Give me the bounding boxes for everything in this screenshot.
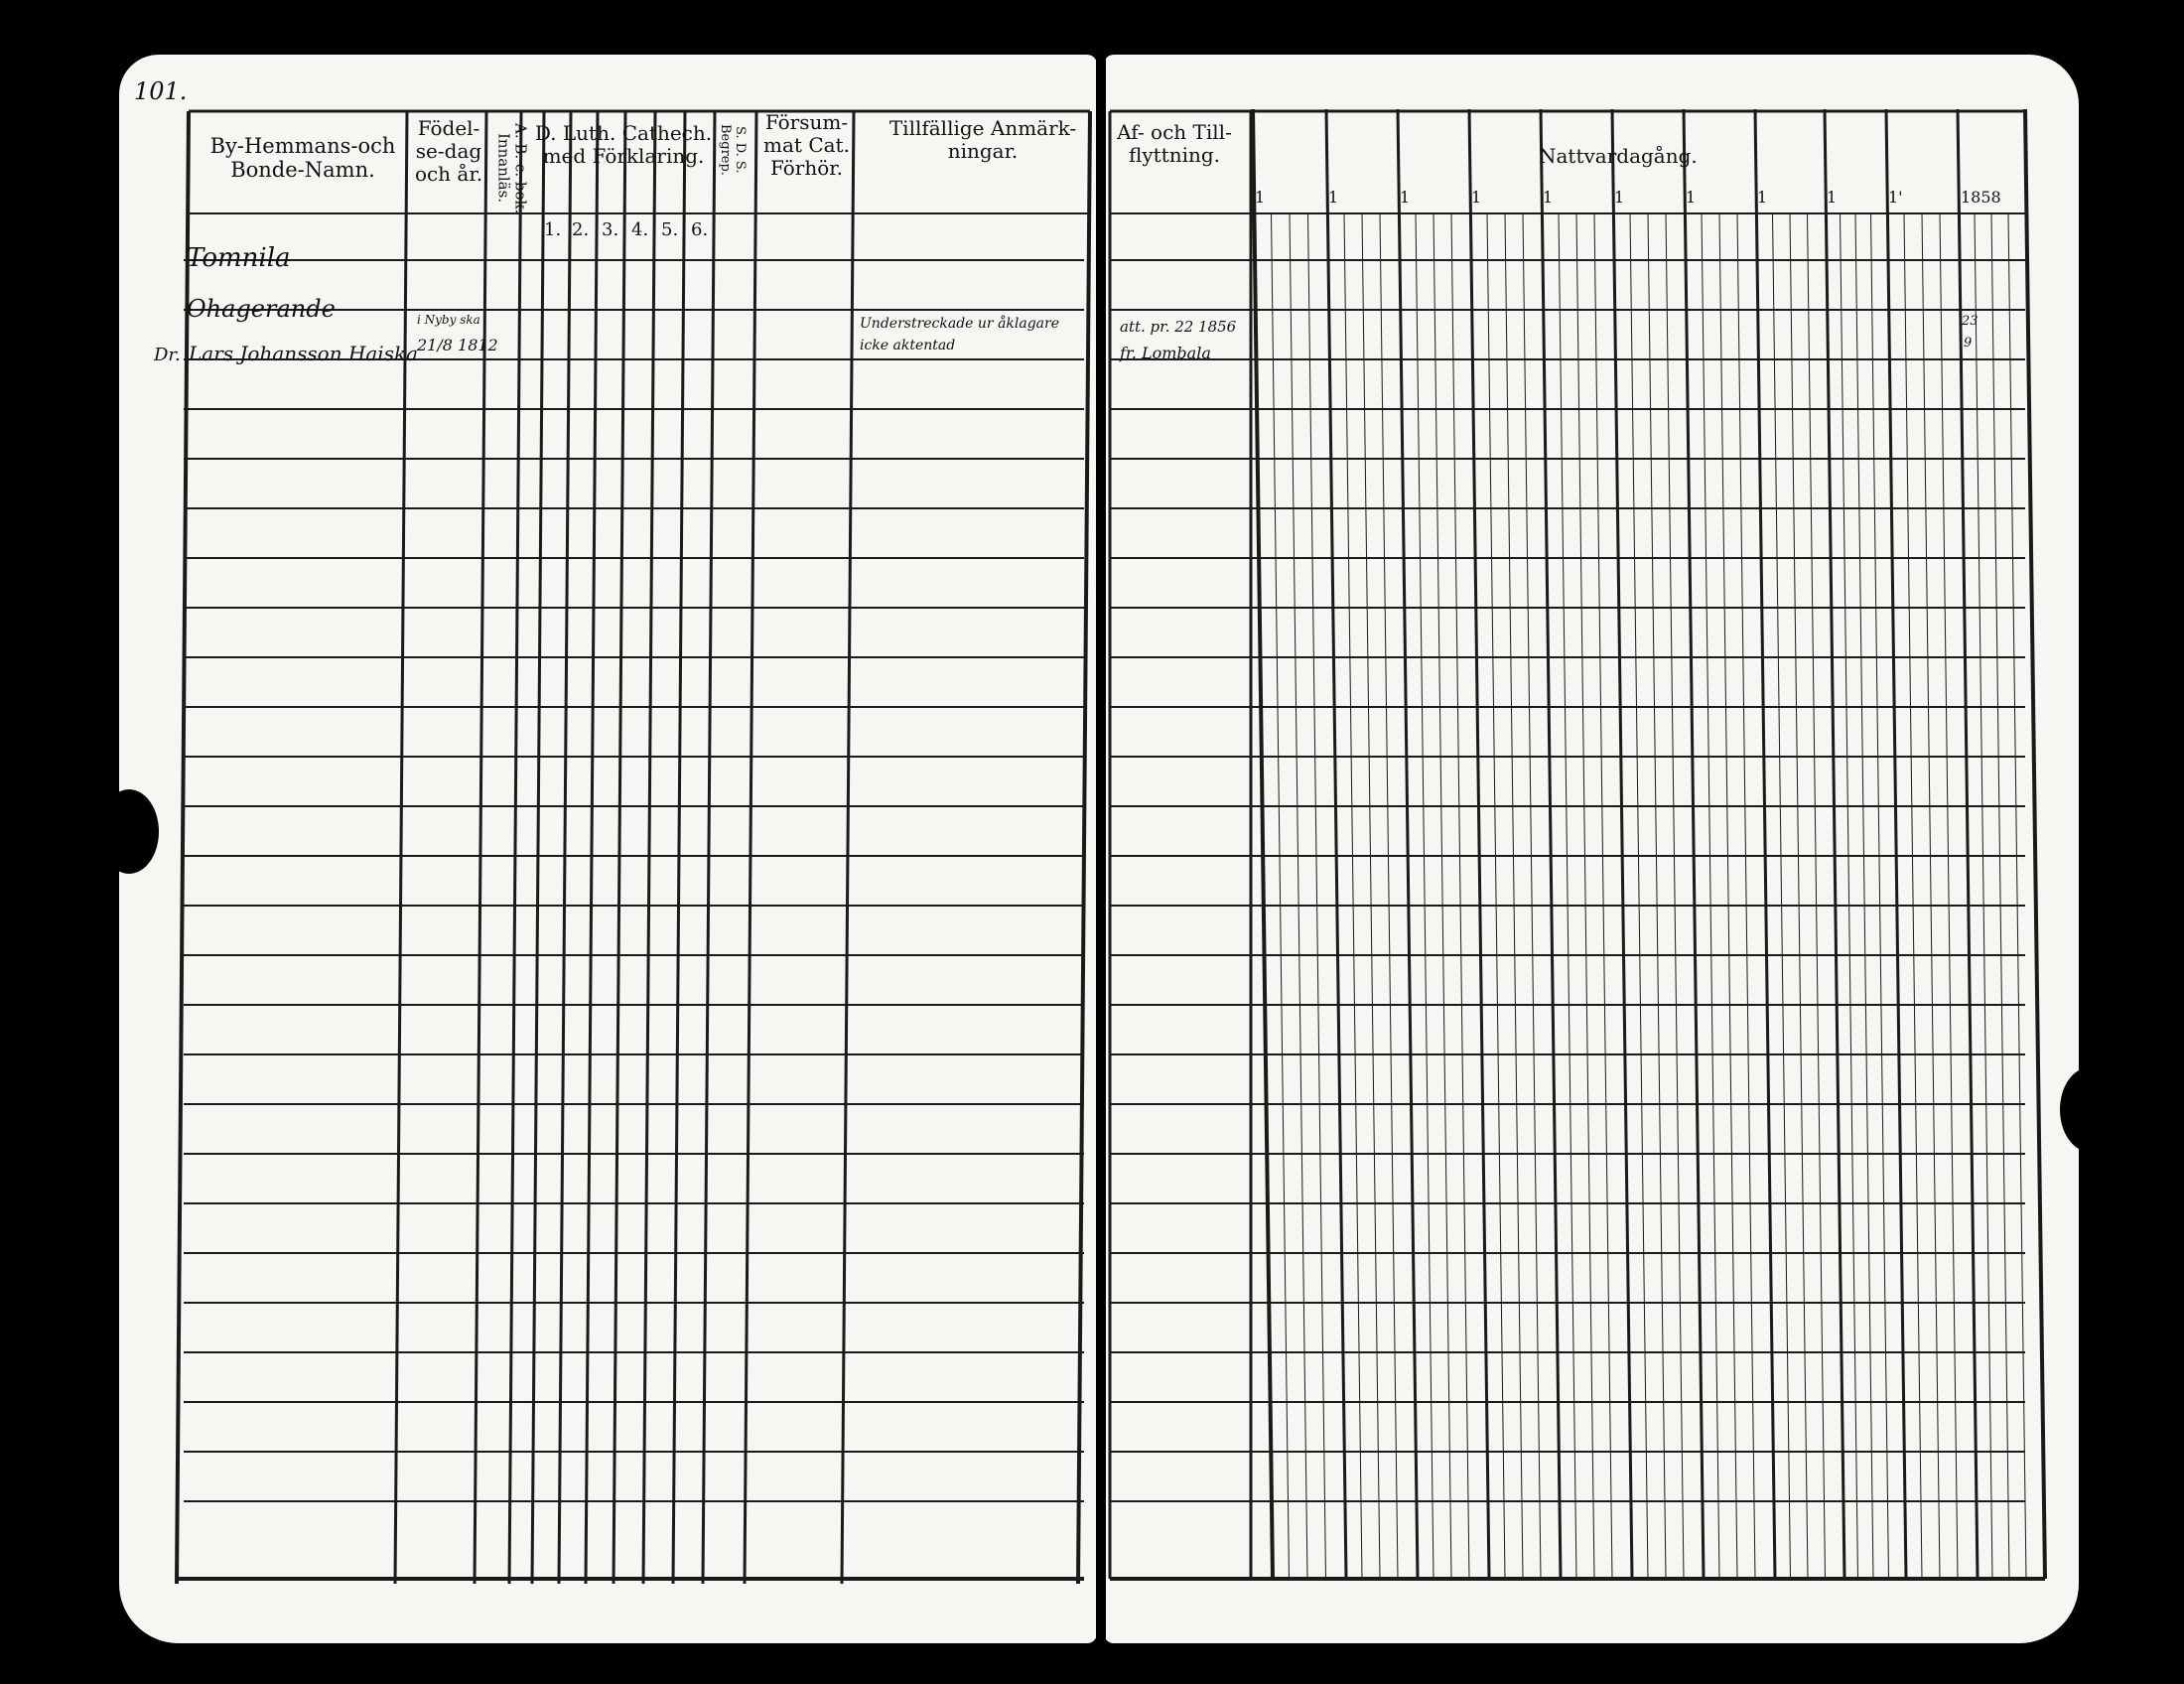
left-column-rule: [673, 111, 685, 1584]
left-column-rule: [643, 111, 655, 1584]
communion-group-rule: [1958, 109, 1978, 1579]
luther-sub-6: 6.: [691, 219, 709, 240]
year-mark: 1: [1543, 188, 1554, 207]
left-column-rule: [475, 111, 486, 1584]
entry-remark-line-1: Understreckade ur åklagare: [860, 316, 1060, 332]
communion-sub-rule: [1975, 213, 1992, 1579]
year-mark: 1: [1614, 188, 1625, 207]
communion-sub-rule: [1451, 213, 1469, 1579]
communion-group-rule: [1886, 109, 1906, 1579]
header-moving-column: Af- och Till- flyttning.: [1117, 120, 1232, 167]
communion-group-rule: [2025, 109, 2045, 1579]
header-forsummat-column: Försum- mat Cat. Förhör.: [763, 110, 850, 180]
communion-sub-rule: [1648, 213, 1666, 1579]
communion-sub-rule: [1630, 213, 1648, 1579]
left-column-rule: [842, 111, 854, 1584]
communion-group-rule: [1326, 109, 1346, 1579]
year-mark: 1: [1400, 188, 1411, 207]
communion-group-rule: [1755, 109, 1775, 1579]
communion-sub-rule: [1362, 213, 1380, 1579]
communion-sub-rule: [1576, 213, 1594, 1579]
communion-sub-rule: [1344, 213, 1362, 1579]
entry-subheading: Ohagerande: [187, 295, 336, 323]
communion-sub-rule: [1505, 213, 1523, 1579]
communion-sub-rule: [1594, 213, 1612, 1579]
communion-sub-rule: [1523, 213, 1541, 1579]
header-luther-catechism: D. Luth. Cathech. med Förklaring.: [534, 121, 713, 168]
year-mark: 1': [1888, 188, 1903, 207]
entry-birth-place: i Nyby ska: [417, 313, 480, 327]
year-mark: 1: [1471, 188, 1482, 207]
communion-sub-rule: [1380, 213, 1398, 1579]
left-column-rule: [586, 111, 598, 1584]
communion-sub-rule: [1702, 213, 1719, 1579]
communion-sub-rule: [1773, 213, 1791, 1579]
left-column-rule: [1078, 111, 1090, 1584]
communion-sub-rule: [1666, 213, 1684, 1579]
year-mark: 1: [1686, 188, 1697, 207]
communion-sub-rule: [1808, 213, 1826, 1579]
communion-sub-rule: [1272, 213, 1290, 1579]
entry-move-line-2: fr. Lombala: [1120, 344, 1211, 362]
communion-sub-rule: [1790, 213, 1808, 1579]
header-remarks-column: Tillfällige Anmärk- ningar.: [888, 116, 1077, 163]
header-communion-column: Nattvardagång.: [1539, 144, 1698, 168]
luther-sub-2: 2.: [572, 219, 590, 240]
header-birth-column: Födel- se-dag och år.: [414, 116, 483, 186]
year-mark: 1: [1255, 188, 1266, 207]
page-number: 101.: [134, 77, 188, 105]
communion-sub-rule: [1290, 213, 1307, 1579]
year-mark: 1858: [1961, 188, 2001, 207]
left-column-rule: [177, 111, 189, 1584]
communion-sub-rule: [1719, 213, 1737, 1579]
entry-communion-mark-bottom: 9: [1964, 336, 1973, 351]
header-sds-column: S. D. S. Begrep.: [717, 123, 748, 176]
communion-sub-rule: [1487, 213, 1505, 1579]
header-name-column: By-Hemmans-och Bonde-Namn.: [209, 134, 396, 183]
entry-birth-date: 21/8 1812: [417, 336, 498, 354]
communion-sub-rule: [1433, 213, 1451, 1579]
communion-sub-rule: [1922, 213, 1940, 1579]
communion-group-rule: [1253, 109, 1273, 1579]
communion-sub-rule: [2008, 213, 2026, 1579]
communion-sub-rule: [1991, 213, 2009, 1579]
entry-person-name: Lars Johansson Haiska: [189, 342, 419, 365]
luther-sub-1: 1.: [544, 219, 562, 240]
entry-remark-line-2: icke aktentad: [860, 338, 956, 353]
header-abc-column: A. B. c. bok. Innanläs.: [494, 122, 530, 214]
year-mark: 1: [1328, 188, 1339, 207]
left-column-rule: [509, 111, 521, 1584]
left-column-rule: [559, 111, 571, 1584]
communion-sub-rule: [1871, 213, 1889, 1579]
luther-sub-4: 4.: [631, 219, 649, 240]
left-column-rule: [745, 111, 756, 1584]
communion-group-rule: [1612, 109, 1632, 1579]
communion-sub-rule: [1308, 213, 1326, 1579]
left-column-rule: [532, 111, 544, 1584]
entry-communion-mark-top: 23: [1962, 314, 1979, 329]
left-column-rule: [703, 111, 715, 1584]
communion-sub-rule: [1904, 213, 1922, 1579]
communion-sub-rule: [1855, 213, 1873, 1579]
communion-group-rule: [1469, 109, 1489, 1579]
year-mark: 1: [1827, 188, 1838, 207]
luther-sub-5: 5.: [661, 219, 679, 240]
communion-sub-rule: [1737, 213, 1755, 1579]
entry-prefix: Dr.: [154, 345, 181, 365]
year-mark: 1: [1757, 188, 1768, 207]
communion-group-rule: [1684, 109, 1704, 1579]
luther-sub-3: 3.: [602, 219, 619, 240]
communion-group-rule: [1398, 109, 1418, 1579]
communion-sub-rule: [1940, 213, 1958, 1579]
communion-sub-rule: [1559, 213, 1576, 1579]
communion-sub-rule: [1416, 213, 1433, 1579]
communion-group-rule: [1541, 109, 1561, 1579]
left-column-rule: [614, 111, 625, 1584]
left-column-rule: [395, 111, 407, 1584]
entry-village-name: Tomnila: [187, 243, 291, 273]
entry-move-line-1: att. pr. 22 1856: [1120, 318, 1237, 336]
